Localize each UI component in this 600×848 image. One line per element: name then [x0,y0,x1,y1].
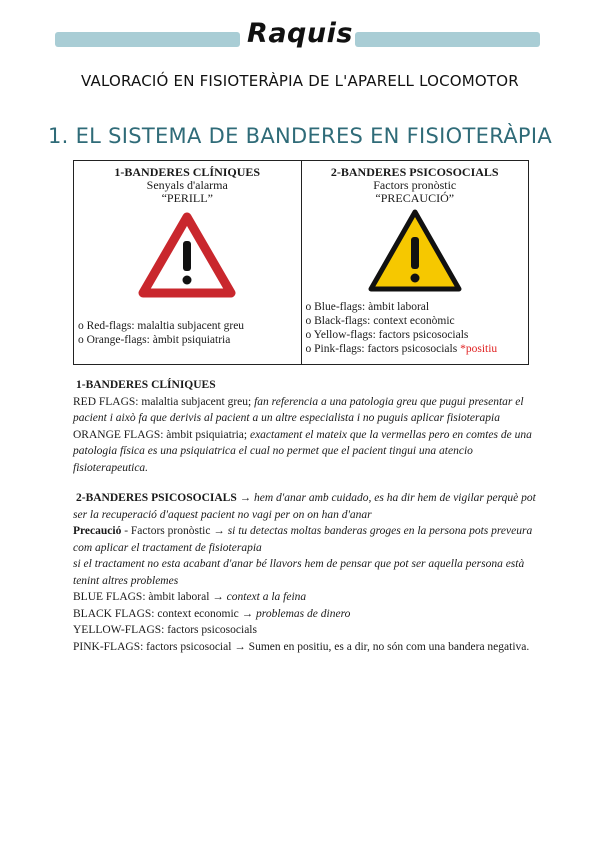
pink-flags-label: o Pink-flags: factors psicosocials [305,343,458,355]
red-flags-text: fan referencia a una patologia greu que pugui presentar el pacient i això fa que derivis al pacient a un altre especialista i no puguis aplicar fisioterapia [73,395,524,424]
precaution-paragraph-2 [73,556,543,589]
psychosocial-paragraph [73,490,543,523]
clinical-heading: 1-BANDERES CLÍNIQUES [76,379,216,391]
precaution-label: Precaució [73,525,122,537]
psychosocial-flags-heading: 2-BANDERES PSICOSOCIALS [330,165,499,179]
list-item: o Yellow-flags: factors psicosocials [305,329,469,341]
positive-note: *positiu [460,343,498,355]
psychosocial-heading: 2-BANDERES PSICOSOCIALS → [76,492,252,504]
black-flags-line [73,606,543,623]
list-item: o Blue-flags: àmbit laboral [305,301,430,313]
list-item-pink-flags [306,342,527,356]
red-warning-triangle-icon [137,211,237,299]
psychosocial-flags-line2: “PRECAUCIÓ” [375,191,455,205]
document-subtitle: VALORACIÓ EN FISIOTERÀPIA DE L'APARELL LOCOMOTOR [81,72,519,90]
precaution-paragraph [73,523,543,556]
precaution-text: si tu detectas moltas banderas groges en la persona pots preveura com aplicar el tractament de fisioterapia [73,525,533,554]
clinical-flags-line1: Senyals d'alarma [146,178,228,192]
psychosocial-text: hem d'anar amb cuidado, es ha dir hem de vigilar perquè pot ser la recuperació d'aquest pacient no vagi per on on han d'anar [73,492,536,521]
yellow-flags-line: YELLOW-FLAGS: factors psicosocials [73,624,257,636]
list-item: o Black-flags: context econòmic [305,315,455,327]
clinical-flags-header [74,166,301,205]
list-item: o Orange-flags: àmbit psiquiatria [78,334,231,346]
brand-title: Raquis [247,18,353,49]
orange-flags-text: exactament el mateix que la vermellas pero en comtes de una patologia física es una psiquiatrica el cual no permet que el pacient tingui una atencio fisioterapeutica. [73,428,532,474]
explanation-body [73,377,543,655]
clinical-flags-heading: 1-BANDERES CLÍNIQUES [114,165,261,179]
blue-flags-text: context a la feina [223,591,307,603]
red-flags-paragraph [73,394,543,427]
orange-flags-paragraph [73,427,543,477]
psychosocial-flags-list [306,300,527,356]
psychosocial-flags-line1: Factors pronòstic [373,178,457,192]
list-item: o Red-flags: malaltia subjacent greu [78,320,245,332]
clinical-flags-column [74,161,301,364]
pink-flags-line: PINK-FLAGS: factors psicosocial → Sumen en positiu, es a dir, no són com una bandera negativa. [73,640,530,653]
red-flags-label: RED FLAGS: malaltia subjacent greu; [73,395,252,408]
clinical-flags-line2: “PERILL” [161,191,213,205]
yellow-warning-triangle-icon [367,207,463,295]
clinical-flags-list [78,319,299,347]
black-flags-label: BLACK FLAGS: context economic → [73,607,254,620]
psychosocial-flags-column [301,161,529,364]
precaution-mid: - Factors pronòstic → [121,525,225,537]
blue-flags-line [73,589,543,606]
blue-flags-label: BLUE FLAGS: àmbit laboral → [73,591,224,603]
section-title: 1. EL SISTEMA DE BANDERES EN FISIOTERÀPIA [47,124,553,148]
psychosocial-flags-header [302,166,529,205]
precaution-text-2: si el tractament no esta acabant d'anar bé llavors hem de pensar que pot ser aquella persona està tenint altres problemes [73,558,525,587]
black-flags-text: problemas de dinero [253,607,351,620]
flags-table [73,160,529,365]
orange-flags-label: ORANGE FLAGS: àmbit psiquiatria; [73,428,248,441]
